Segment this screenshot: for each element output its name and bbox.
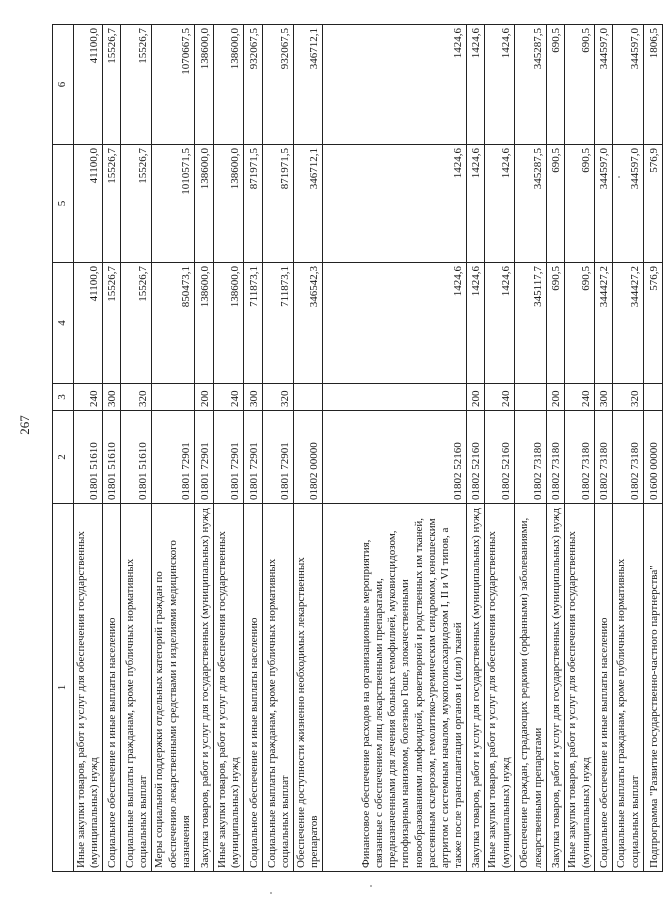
table-row bbox=[213, 25, 243, 872]
row-type: 200 bbox=[467, 384, 485, 411]
row-code: 01600 00000 bbox=[643, 411, 662, 504]
table-row bbox=[293, 25, 322, 872]
row-value-1: 850473,1 bbox=[152, 263, 195, 384]
row-value-2: 15526,7 bbox=[121, 145, 152, 263]
row-value-2: 576,9 bbox=[643, 145, 662, 263]
row-value-3: 690,5 bbox=[564, 25, 594, 145]
row-value-3: 345287,5 bbox=[514, 25, 546, 145]
row-value-2: 344597,0 bbox=[594, 145, 612, 263]
budget-table bbox=[52, 24, 663, 872]
row-value-2: 138600,0 bbox=[194, 145, 213, 263]
row-name: Иные закупки товаров, работ и услуг для обеспечения государственных (муниципальных) нужд bbox=[213, 504, 243, 872]
row-code: 01802 00000 bbox=[293, 411, 322, 504]
row-type: 240 bbox=[485, 384, 514, 411]
row-value-3: 138600,0 bbox=[194, 25, 213, 145]
row-code: 01801 72901 bbox=[213, 411, 243, 504]
row-type: 300 bbox=[243, 384, 262, 411]
row-name: Финансовое обеспечение расходов на организационные мероприятия, связанные с обеспечением лиц лекарственными препаратами, предназначенными для лечения больных гемофилией, муковисцидозом, гипофизарным нанизмом, болезнью Гоше, злокачественными новообразованиями лимфоидной, кроветворной и родственных им тканей, рассеянным склерозом, гемолитико-уремическим синдромом, юношеским артритом с системным началом, мукополисахаридозом I, II и VI типов, а также после трансплантации органов и (или) тканей bbox=[323, 504, 467, 872]
row-value-2: 1010571,5 bbox=[152, 145, 195, 263]
row-value-1: 1424,6 bbox=[323, 263, 467, 384]
row-value-1: 346542,3 bbox=[293, 263, 322, 384]
row-type: 240 bbox=[564, 384, 594, 411]
row-name: Закупка товаров, работ и услуг для государственных (муниципальных) нужд bbox=[194, 504, 213, 872]
row-value-3: 346712,1 bbox=[293, 25, 322, 145]
header-cell: 5 bbox=[53, 145, 74, 263]
row-value-2: 871971,5 bbox=[243, 145, 262, 263]
row-type bbox=[514, 384, 546, 411]
row-name: Социальное обеспечение и иные выплаты населению bbox=[594, 504, 612, 872]
row-value-2: 690,5 bbox=[564, 145, 594, 263]
row-name: Подпрограмма "Развитие государственно-частного партнерства" bbox=[643, 504, 662, 872]
scan-speck bbox=[370, 885, 372, 887]
row-value-3: 15526,7 bbox=[121, 25, 152, 145]
row-value-2: 346712,1 bbox=[293, 145, 322, 263]
row-code: 01802 52160 bbox=[467, 411, 485, 504]
row-name: Обеспечение граждан, страдающих редкими (орфанными) заболеваниями, лекарственными препаратами bbox=[514, 504, 546, 872]
row-name: Социальные выплаты гражданам, кроме публичных нормативных социальных выплат bbox=[612, 504, 643, 872]
row-value-2: 871971,5 bbox=[262, 145, 293, 263]
row-type bbox=[152, 384, 195, 411]
row-value-2: 690,5 bbox=[546, 145, 564, 263]
table-row bbox=[323, 25, 467, 872]
row-code: 01801 51610 bbox=[103, 411, 121, 504]
table-row bbox=[121, 25, 152, 872]
row-value-3: 344597,0 bbox=[612, 25, 643, 145]
row-value-1: 15526,7 bbox=[121, 263, 152, 384]
table-row bbox=[262, 25, 293, 872]
row-type bbox=[643, 384, 662, 411]
row-value-3: 932067,5 bbox=[243, 25, 262, 145]
row-type: 320 bbox=[121, 384, 152, 411]
row-type: 200 bbox=[194, 384, 213, 411]
page-number-text: 267 bbox=[17, 415, 32, 435]
row-value-3: 690,5 bbox=[546, 25, 564, 145]
table-row bbox=[74, 25, 103, 872]
row-value-2: 344597,0 bbox=[612, 145, 643, 263]
scan-speck bbox=[618, 176, 620, 178]
row-type: 300 bbox=[103, 384, 121, 411]
row-value-1: 15526,7 bbox=[103, 263, 121, 384]
row-name: Социальное обеспечение и иные выплаты населению bbox=[103, 504, 121, 872]
row-code: 01801 72901 bbox=[262, 411, 293, 504]
row-code: 01801 72901 bbox=[194, 411, 213, 504]
row-type: 300 bbox=[594, 384, 612, 411]
row-value-1: 344427,2 bbox=[612, 263, 643, 384]
table-row bbox=[194, 25, 213, 872]
row-value-1: 1424,6 bbox=[485, 263, 514, 384]
row-name: Меры социальной поддержки отдельных категорий граждан по обеспечению лекарственными средствами и изделиями медицинского назначения bbox=[152, 504, 195, 872]
row-code: 01802 73180 bbox=[564, 411, 594, 504]
row-type bbox=[323, 384, 467, 411]
row-value-3: 1806,5 bbox=[643, 25, 662, 145]
row-name: Иные закупки товаров, работ и услуг для обеспечения государственных (муниципальных) нужд bbox=[74, 504, 103, 872]
row-value-2: 1424,6 bbox=[467, 145, 485, 263]
scan-speck bbox=[270, 892, 272, 894]
row-code: 01802 73180 bbox=[514, 411, 546, 504]
row-value-2: 138600,0 bbox=[213, 145, 243, 263]
table-row bbox=[152, 25, 195, 872]
row-value-2: 41100,0 bbox=[74, 145, 103, 263]
row-value-1: 138600,0 bbox=[194, 263, 213, 384]
row-value-1: 344427,2 bbox=[594, 263, 612, 384]
table-row bbox=[612, 25, 643, 872]
row-value-3: 1424,6 bbox=[323, 25, 467, 145]
table-row bbox=[643, 25, 662, 872]
row-code: 01802 73180 bbox=[546, 411, 564, 504]
row-value-3: 1424,6 bbox=[485, 25, 514, 145]
row-value-3: 41100,0 bbox=[74, 25, 103, 145]
row-value-2: 1424,6 bbox=[485, 145, 514, 263]
row-value-3: 138600,0 bbox=[213, 25, 243, 145]
row-code: 01801 72901 bbox=[243, 411, 262, 504]
header-cell: 3 bbox=[53, 384, 74, 411]
row-value-3: 932067,5 bbox=[262, 25, 293, 145]
row-type: 240 bbox=[74, 384, 103, 411]
row-type: 240 bbox=[213, 384, 243, 411]
row-name: Обеспечение доступности жизненно необходимых лекарственных препаратов bbox=[293, 504, 322, 872]
header-cell: 6 bbox=[53, 25, 74, 145]
row-code: 01802 52160 bbox=[323, 411, 467, 504]
row-type bbox=[293, 384, 322, 411]
row-value-1: 41100,0 bbox=[74, 263, 103, 384]
table-body bbox=[53, 25, 663, 872]
row-value-1: 690,5 bbox=[546, 263, 564, 384]
row-value-1: 138600,0 bbox=[213, 263, 243, 384]
table-row bbox=[594, 25, 612, 872]
row-code: 01801 72901 bbox=[152, 411, 195, 504]
table-row bbox=[546, 25, 564, 872]
row-value-1: 345117,7 bbox=[514, 263, 546, 384]
row-value-3: 1070667,5 bbox=[152, 25, 195, 145]
table-row bbox=[485, 25, 514, 872]
row-type: 320 bbox=[262, 384, 293, 411]
row-code: 01801 51610 bbox=[121, 411, 152, 504]
table-row bbox=[243, 25, 262, 872]
row-value-2: 1424,6 bbox=[323, 145, 467, 263]
row-code: 01801 51610 bbox=[74, 411, 103, 504]
row-code: 01802 73180 bbox=[594, 411, 612, 504]
row-name: Иные закупки товаров, работ и услуг для обеспечения государственных (муниципальных) нужд bbox=[564, 504, 594, 872]
table-row bbox=[103, 25, 121, 872]
row-type: 320 bbox=[612, 384, 643, 411]
row-name: Социальное обеспечение и иные выплаты населению bbox=[243, 504, 262, 872]
row-value-1: 711873,1 bbox=[243, 263, 262, 384]
header-cell: 4 bbox=[53, 263, 74, 384]
table-row bbox=[564, 25, 594, 872]
header-row bbox=[53, 25, 74, 872]
row-value-3: 15526,7 bbox=[103, 25, 121, 145]
row-name: Иные закупки товаров, работ и услуг для обеспечения государственных (муниципальных) нужд bbox=[485, 504, 514, 872]
header-cell: 1 bbox=[53, 504, 74, 872]
row-value-1: 1424,6 bbox=[467, 263, 485, 384]
row-name: Социальные выплаты гражданам, кроме публичных нормативных социальных выплат bbox=[262, 504, 293, 872]
table-row bbox=[514, 25, 546, 872]
row-value-1: 711873,1 bbox=[262, 263, 293, 384]
row-value-1: 690,5 bbox=[564, 263, 594, 384]
row-value-3: 1424,6 bbox=[467, 25, 485, 145]
row-value-1: 576,9 bbox=[643, 263, 662, 384]
row-value-2: 15526,7 bbox=[103, 145, 121, 263]
row-value-3: 344597,0 bbox=[594, 25, 612, 145]
table-row bbox=[467, 25, 485, 872]
row-name: Закупка товаров, работ и услуг для государственных (муниципальных) нужд bbox=[546, 504, 564, 872]
header-cell: 2 bbox=[53, 411, 74, 504]
row-code: 01802 52160 bbox=[485, 411, 514, 504]
page-number bbox=[10, 410, 40, 440]
rotated-page bbox=[52, 25, 660, 872]
row-code: 01802 73180 bbox=[612, 411, 643, 504]
row-value-2: 345287,5 bbox=[514, 145, 546, 263]
row-name: Социальные выплаты гражданам, кроме публичных нормативных социальных выплат bbox=[121, 504, 152, 872]
row-type: 200 bbox=[546, 384, 564, 411]
row-name: Закупка товаров, работ и услуг для государственных (муниципальных) нужд bbox=[467, 504, 485, 872]
